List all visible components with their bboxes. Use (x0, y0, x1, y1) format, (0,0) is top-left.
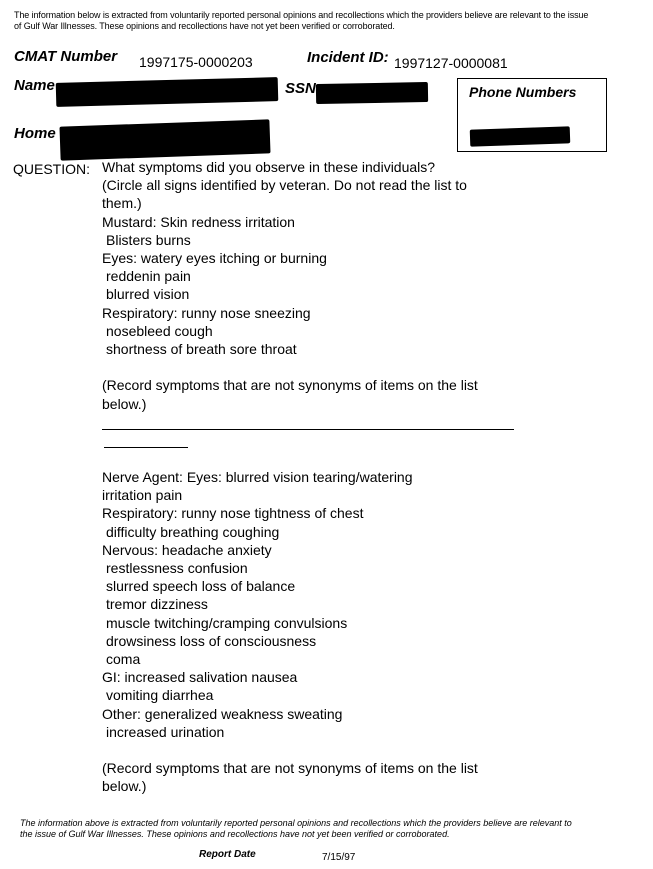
home-label: Home (14, 125, 56, 142)
report-date-label: Report Date (199, 849, 256, 860)
ssn-label: SSN (285, 80, 316, 97)
nerve-line: drowsiness loss of consciousness (106, 632, 317, 649)
report-date-value: 7/15/97 (322, 852, 356, 863)
ssn-redaction (316, 82, 428, 104)
header-disclaimer-line: The information below is extracted from voluntarily reported personal opinions and recollections which the providers believe are relevant to the issue (14, 10, 589, 20)
nerve-line: Nervous: headache anxiety (102, 541, 272, 558)
nerve-line: irritation pain (102, 487, 183, 504)
nerve-line: below.) (102, 778, 147, 795)
header-disclaimer-line: of Gulf War Illnesses. These opinions and recollections have not yet been verified or corroborated. (14, 21, 395, 31)
nerve-line: slurred speech loss of balance (106, 578, 296, 595)
question-line: shortness of breath sore throat (106, 341, 297, 358)
header-disclaimer (14, 10, 644, 32)
question-line: nosebleed cough (106, 322, 213, 339)
question-line: What symptoms did you observe in these individuals? (102, 159, 436, 175)
question-line: Blisters burns (106, 231, 191, 248)
nerve-line: coma (106, 651, 141, 668)
phone-redaction (470, 126, 571, 146)
name-label: Name (14, 77, 55, 94)
nerve-line: restlessness confusion (106, 560, 248, 577)
nerve-line: increased urination (106, 723, 225, 740)
phone-numbers-title: Phone Numbers (469, 84, 577, 100)
question-text (102, 158, 478, 413)
footer-disclaimer-line: the issue of Gulf War Illnesses. These opinions and recollections have not yet been verified or corroborated. (20, 829, 450, 839)
question-line: Eyes: watery eyes itching or burning (102, 250, 327, 267)
nerve-line: Other: generalized weakness sweating (102, 705, 343, 722)
footer-disclaimer-line: The information above is extracted from voluntarily reported personal opinions and recollections which the providers believe are relevant to (20, 818, 572, 828)
nerve-line (102, 741, 478, 759)
nerve-line: (Record symptoms that are not synonyms of items on the list (102, 760, 478, 777)
question-line: Respiratory: runny nose sneezing (102, 304, 311, 321)
nerve-line: Respiratory: runny nose tightness of chest (102, 505, 364, 522)
answer-line-short (104, 447, 188, 448)
question-line: (Record symptoms that are not synonyms of items on the list (102, 377, 478, 394)
answer-line (102, 429, 514, 430)
question-line: them.) (102, 195, 142, 212)
phone-numbers-box (457, 78, 607, 152)
incident-id-label: Incident ID: (307, 49, 389, 66)
question-line: Mustard: Skin redness irritation (102, 213, 295, 230)
footer-disclaimer (20, 818, 630, 840)
question-line (102, 358, 478, 376)
nerve-line: muscle twitching/cramping convulsions (106, 614, 348, 631)
nerve-line: vomiting diarrhea (106, 687, 214, 704)
incident-id-value: 1997127-0000081 (394, 55, 508, 71)
cmat-number-label: CMAT Number (14, 48, 118, 65)
question-line: below.) (102, 395, 147, 412)
cmat-number-value: 1997175-0000203 (139, 54, 253, 70)
nerve-line: Nerve Agent: Eyes: blurred vision tearing/watering (102, 469, 413, 485)
question-line: reddenin pain (106, 268, 191, 285)
home-redaction (59, 119, 270, 160)
question-label: QUESTION: (13, 161, 91, 177)
name-redaction (56, 77, 279, 107)
question-line: (Circle all signs identified by veteran. Do not read the list to (102, 177, 467, 194)
nerve-agent-text (102, 468, 478, 796)
nerve-line: difficulty breathing coughing (106, 523, 280, 540)
nerve-line: tremor dizziness (106, 596, 208, 613)
nerve-line: GI: increased salivation nausea (102, 669, 298, 686)
question-line: blurred vision (106, 286, 190, 303)
